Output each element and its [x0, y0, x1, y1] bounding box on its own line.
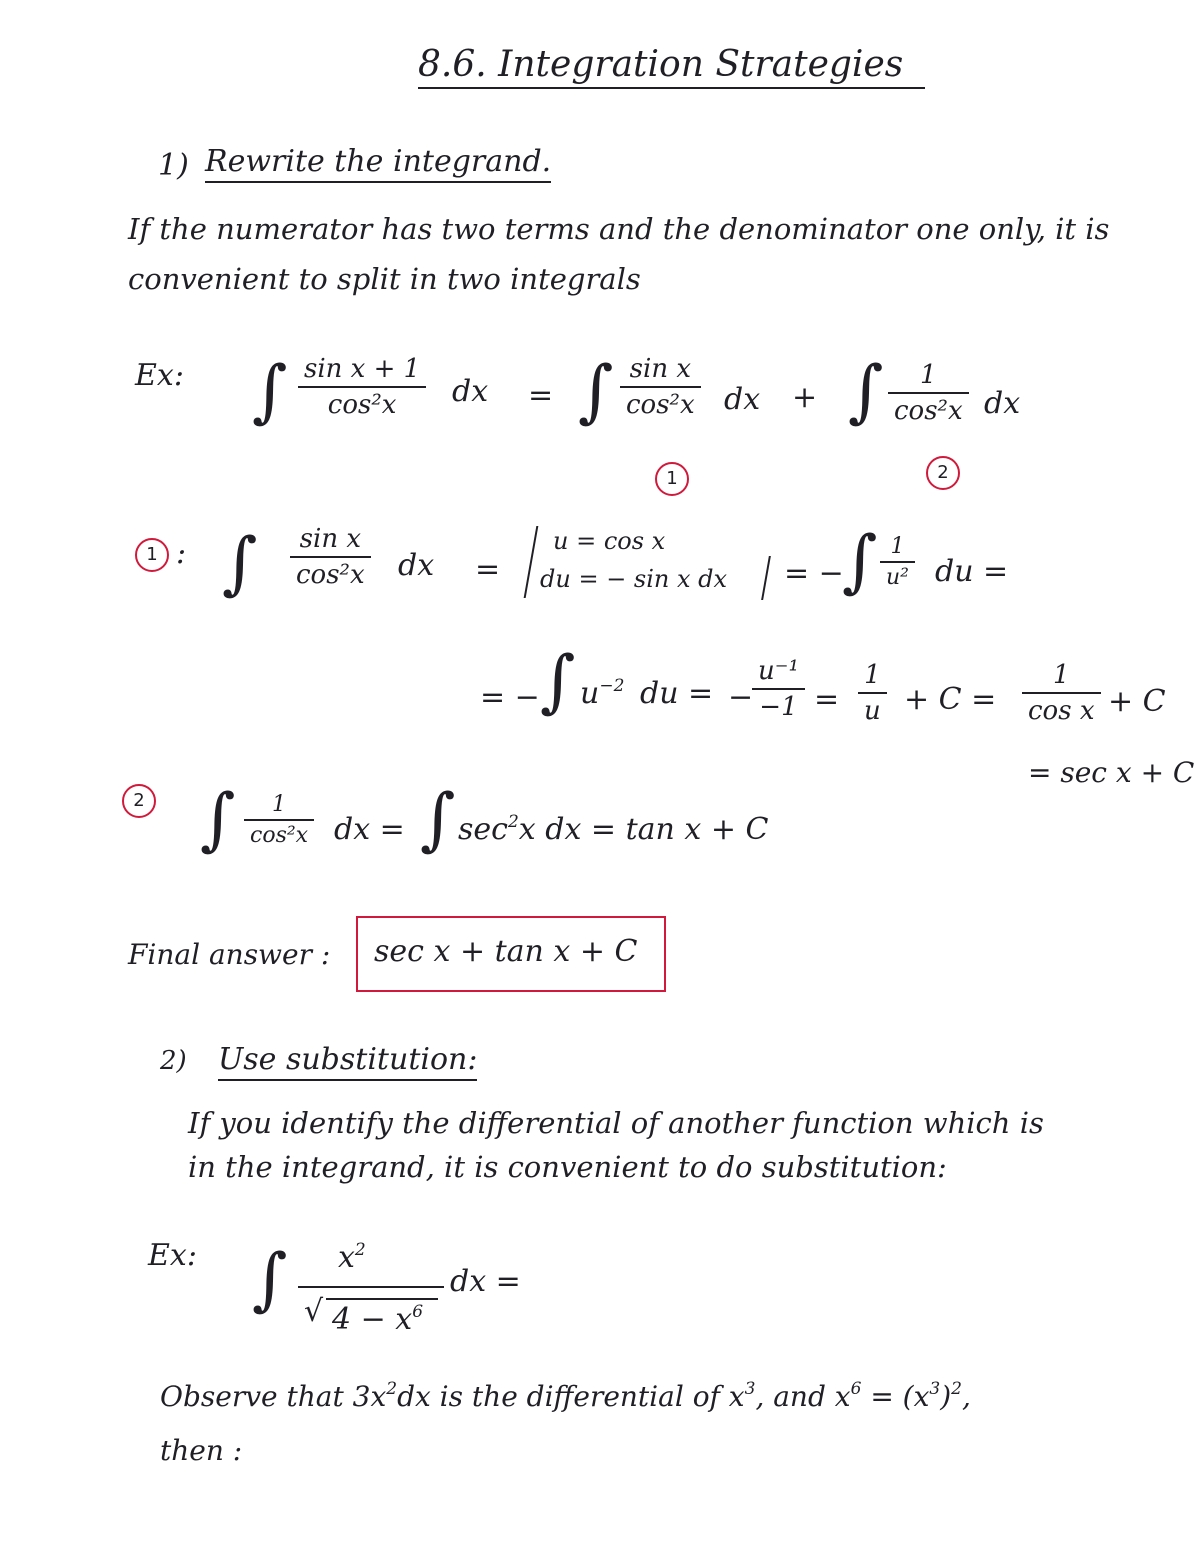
fraction-lhs [298, 354, 426, 420]
dx: dx [724, 382, 761, 417]
integral-sign: ∫ [842, 522, 878, 601]
exponent: 6 [850, 1379, 862, 1399]
plus-c: + C [1108, 684, 1166, 719]
integral-sign: ∫ [222, 524, 258, 603]
observe-a: Observe that 3x [160, 1380, 387, 1413]
numerator-x2 [338, 1240, 366, 1275]
u-power [580, 676, 624, 711]
section2-text-line1: If you identify the differential of another function which is [188, 1106, 1044, 1140]
plus: + [792, 380, 818, 415]
denominator: cos x [1028, 696, 1095, 726]
dx: dx [984, 386, 1021, 421]
numerator: 1 [272, 792, 287, 817]
marker-1: 1 [655, 462, 689, 496]
part1-fraction-u [880, 534, 915, 590]
denominator: cos²x [296, 560, 365, 590]
observe-e: ) [940, 1380, 952, 1413]
x: x [338, 1240, 355, 1275]
numerator: sin x [629, 354, 691, 384]
page-title: 8.6. Integration Strategies [418, 44, 925, 89]
numerator: u⁻¹ [758, 656, 799, 686]
fraction-bar [298, 1286, 444, 1288]
example-label: Ex: [148, 1238, 197, 1273]
exponent: −2 [599, 676, 625, 696]
integral-sign: ∫ [252, 1240, 288, 1319]
section2-heading: Use substitution: [218, 1042, 477, 1081]
final-answer-label: Final answer : [128, 938, 331, 971]
observe-c: , and x [755, 1380, 851, 1413]
observe-b: dx is the differential of x [397, 1380, 745, 1413]
neg-equals: = − [784, 556, 844, 591]
sec-squared-result [458, 812, 768, 847]
section1-number: 1) [158, 148, 189, 183]
denominator: u [864, 696, 881, 726]
part1-colon: : [176, 536, 187, 571]
section2-text-line2: in the integrand, it is convenient to do substitution: [188, 1150, 947, 1184]
du-equals: du = [640, 676, 714, 711]
part2-fraction [244, 792, 314, 848]
observe-text [160, 1380, 971, 1413]
integral-sign: ∫ [200, 780, 236, 859]
part1-fraction-1u [858, 660, 887, 726]
part1-fraction [290, 524, 371, 590]
equals: = [528, 378, 554, 413]
integral-sign: ∫ [540, 642, 576, 721]
sqrt-sign: √ [304, 1294, 324, 1329]
numerator: 1 [920, 360, 937, 390]
integral-sign: ∫ [848, 352, 884, 431]
exponent: 2 [354, 1240, 366, 1260]
denominator: −1 [759, 692, 798, 722]
observe-d: = (x [861, 1380, 930, 1413]
part2-marker: 2 [122, 784, 156, 818]
substitution-u: u = cos x [553, 527, 666, 555]
substitution-right-bar [761, 556, 771, 600]
sqrt-overline [326, 1298, 438, 1300]
equals: = [814, 682, 840, 717]
u: u [580, 676, 600, 711]
dx-equals: dx = [334, 812, 405, 847]
exponent: 2 [386, 1379, 398, 1399]
section1-text-line2: convenient to split in two integrals [128, 262, 641, 296]
exponent: 3 [744, 1379, 756, 1399]
fraction-term1 [620, 354, 701, 420]
result-rest: x dx = tan x + C [518, 812, 769, 847]
substitution-left-bar [524, 526, 539, 598]
section1-text-line1: If the numerator has two terms and the denominator one only, it is [128, 212, 1110, 246]
equals: = [475, 552, 501, 587]
denominator: cos²x [626, 390, 695, 420]
denominator: cos²x [327, 390, 397, 420]
exponent: 3 [929, 1379, 941, 1399]
numerator: 1 [1052, 660, 1070, 690]
integral-sign: ∫ [420, 780, 456, 859]
numerator: sin x [299, 524, 361, 554]
denominator: cos²x [894, 396, 963, 426]
plus-c-equals: + C = [904, 682, 997, 717]
fraction-term2 [888, 360, 969, 426]
numerator: 1 [890, 534, 905, 559]
part1-marker: 1 [135, 538, 169, 572]
sec: sec [458, 812, 508, 847]
observe-f: , [962, 1380, 971, 1413]
section2-number: 2) [160, 1046, 187, 1076]
part1-fraction-uinv [752, 656, 805, 722]
sec-result: = sec x + C [1028, 756, 1195, 789]
neg-equals: = − [480, 680, 540, 715]
exponent: 6 [412, 1302, 424, 1322]
numerator: sin x + 1 [304, 354, 421, 384]
denominator: u² [886, 565, 909, 590]
final-answer: sec x + tan x + C [374, 934, 638, 969]
exponent: 2 [951, 1379, 962, 1399]
denominator [332, 1302, 423, 1337]
then-text: then : [160, 1434, 243, 1467]
integral-sign: ∫ [252, 352, 288, 431]
example-label: Ex: [135, 358, 184, 393]
dx: dx [452, 374, 489, 409]
du-equals: du = [935, 554, 1009, 589]
exponent: 2 [507, 812, 519, 832]
denominator: cos²x [250, 823, 309, 848]
section1-heading: Rewrite the integrand. [205, 144, 551, 183]
dx-equals: dx = [450, 1264, 521, 1299]
substitution-du: du = − sin x dx [540, 565, 728, 593]
marker-2: 2 [926, 456, 960, 490]
integral-sign: ∫ [578, 352, 614, 431]
dx: dx [398, 548, 435, 583]
part1-fraction-cosx [1022, 660, 1101, 726]
minus: − [728, 680, 754, 715]
numerator: 1 [864, 660, 881, 690]
den-base: 4 − x [332, 1302, 413, 1337]
